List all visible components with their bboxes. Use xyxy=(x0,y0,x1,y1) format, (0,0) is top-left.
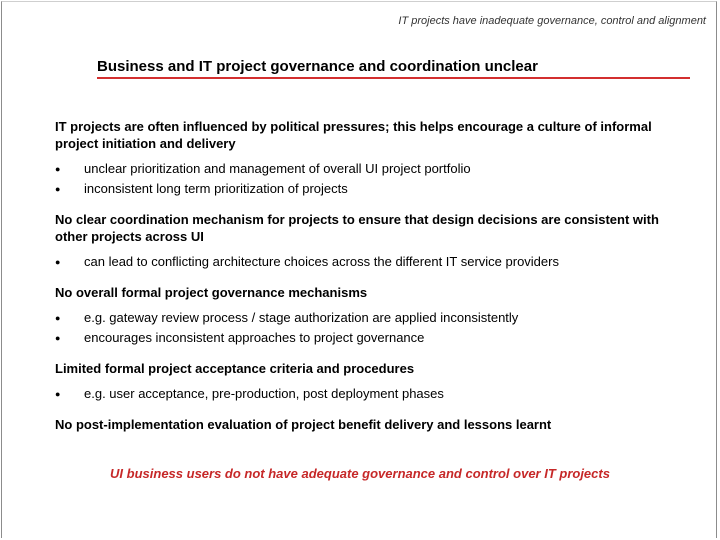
bullet-dot-icon: ● xyxy=(55,164,61,174)
section-heading: No overall formal project governance mechanisms xyxy=(55,285,368,300)
bullet-list xyxy=(55,159,685,199)
bullet-dot-icon: ● xyxy=(55,389,61,399)
bullet-text: can lead to conflicting architecture choices across the different IT service providers xyxy=(84,254,559,269)
bullet-dot-icon: ● xyxy=(55,313,61,323)
section-acceptance-criteria xyxy=(55,360,685,404)
list-item xyxy=(55,179,685,199)
list-item xyxy=(55,252,685,272)
section-governance-mechanisms xyxy=(55,284,685,348)
list-item xyxy=(55,308,685,328)
header-note: IT projects have inadequate governance, control and alignment xyxy=(398,15,706,27)
bullet-list xyxy=(55,252,685,272)
bullet-list xyxy=(55,308,685,348)
section-heading: No post-implementation evaluation of project benefit delivery and lessons learnt xyxy=(55,417,552,432)
list-item xyxy=(55,384,685,404)
bullet-dot-icon: ● xyxy=(55,184,61,194)
section-heading: No clear coordination mechanism for projects to ensure that design decisions are consistent with other projects across UI xyxy=(55,212,659,244)
section-heading: Limited formal project acceptance criteria and procedures xyxy=(55,361,415,376)
section-post-implementation xyxy=(55,416,685,433)
list-item xyxy=(55,328,685,348)
title-underline xyxy=(97,77,690,79)
bullet-dot-icon: ● xyxy=(55,333,61,343)
bullet-text: encourages inconsistent approaches to project governance xyxy=(84,330,425,345)
slide-title: Business and IT project governance and coordination unclear xyxy=(97,58,538,75)
bullet-list xyxy=(55,384,685,404)
section-political-pressures xyxy=(55,118,685,199)
bullet-text: inconsistent long term prioritization of projects xyxy=(84,181,348,196)
section-heading: IT projects are often influenced by political pressures; this helps encourage a culture of informal project initiation and delivery xyxy=(55,119,652,151)
bullet-text: unclear prioritization and management of overall UI project portfolio xyxy=(84,161,471,176)
section-coordination-mechanism xyxy=(55,211,685,272)
conclusion-statement: UI business users do not have adequate governance and control over IT projects xyxy=(110,466,610,481)
list-item xyxy=(55,159,685,179)
bullet-text: e.g. user acceptance, pre-production, post deployment phases xyxy=(84,386,444,401)
bullet-dot-icon: ● xyxy=(55,257,61,267)
content-area xyxy=(55,118,685,445)
bullet-text: e.g. gateway review process / stage authorization are applied inconsistently xyxy=(84,310,519,325)
